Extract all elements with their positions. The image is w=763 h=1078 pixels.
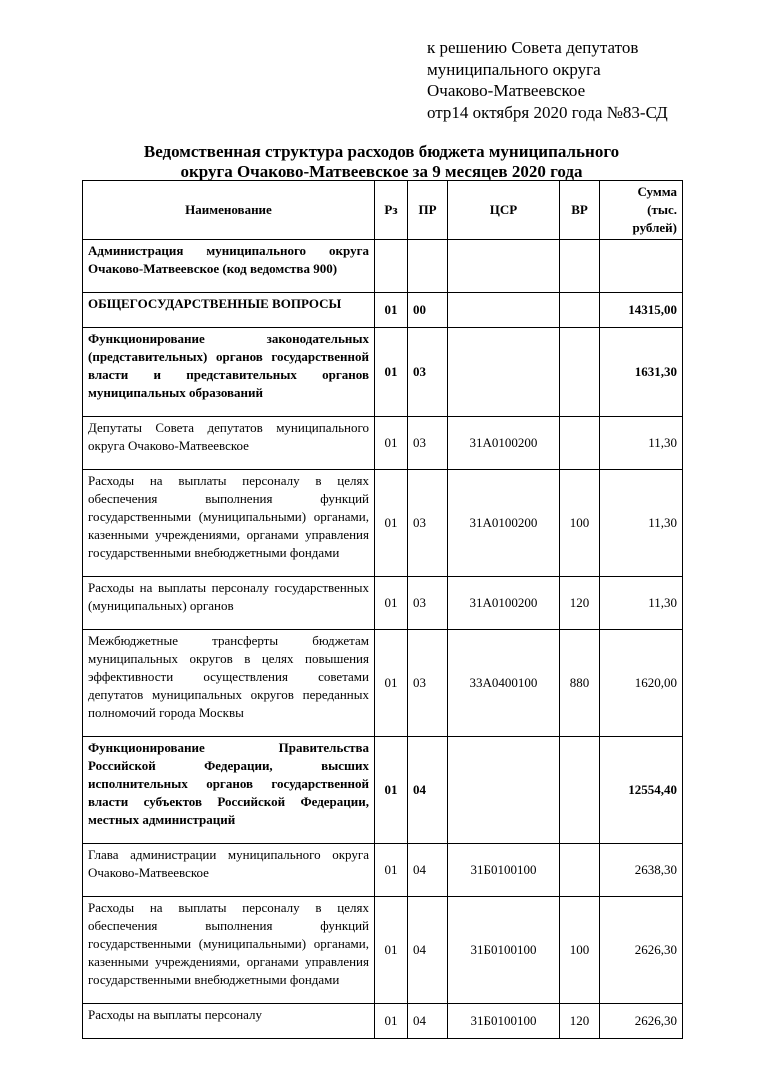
title-line-1: Ведомственная структура расходов бюджета муниципального [143, 142, 620, 161]
cell-vr [560, 328, 600, 417]
title-line-2: округа Очаково-Матвеевское за 9 месяцев 2020 года [180, 162, 583, 181]
table-row [83, 240, 683, 293]
table-row [83, 630, 683, 737]
cell-csr [448, 737, 560, 844]
cell-vr [560, 417, 600, 470]
cell-csr: 31Б0100100 [448, 1004, 560, 1039]
cell-sum [600, 240, 683, 293]
cell-rz: 01 [375, 737, 408, 844]
cell-pr: 03 [408, 577, 448, 630]
cell-name: ОБЩЕГОСУДАРСТВЕННЫЕ ВОПРОСЫ [83, 293, 375, 328]
column-header-csr: ЦСР [448, 181, 560, 240]
table-row [83, 1004, 683, 1039]
table-row [83, 293, 683, 328]
cell-vr [560, 293, 600, 328]
cell-sum: 2638,30 [600, 844, 683, 897]
cell-vr [560, 240, 600, 293]
cell-csr: 31А0100200 [448, 417, 560, 470]
decision-line-1: к решению Совета депутатов [427, 38, 639, 57]
cell-rz: 01 [375, 417, 408, 470]
cell-sum: 11,30 [600, 577, 683, 630]
cell-sum: 11,30 [600, 470, 683, 577]
cell-csr: 31А0100200 [448, 577, 560, 630]
cell-name: Расходы на выплаты персоналу в целях обеспечения выполнения функций государственными (муниципальными) органами, казенными учреждениями, органами управления государственными внебюджетными фондами [83, 897, 375, 1004]
cell-vr: 120 [560, 1004, 600, 1039]
budget-table [82, 180, 683, 1039]
cell-sum: 14315,00 [600, 293, 683, 328]
cell-name: Депутаты Совета депутатов муниципального округа Очаково-Матвеевское [83, 417, 375, 470]
cell-csr: 33А0400100 [448, 630, 560, 737]
cell-vr: 100 [560, 897, 600, 1004]
cell-sum: 11,30 [600, 417, 683, 470]
decision-line-4: отр14 октября 2020 года №83-СД [427, 102, 668, 122]
decision-reference [427, 37, 668, 123]
cell-rz: 01 [375, 844, 408, 897]
cell-name: Функционирование Правительства Российской Федерации, высших исполнительных органов государственной власти субъектов Российской Федерации, местных администраций [83, 737, 375, 844]
decision-line-2: муниципального округа [427, 59, 601, 79]
column-header-pr: ПР [408, 181, 448, 240]
table-row [83, 470, 683, 577]
cell-csr [448, 240, 560, 293]
cell-pr: 04 [408, 1004, 448, 1039]
cell-pr: 00 [408, 293, 448, 328]
cell-sum: 2626,30 [600, 1004, 683, 1039]
cell-csr [448, 293, 560, 328]
document-title [0, 142, 763, 182]
column-header-sum: Сумма (тыс. рублей) [600, 181, 683, 240]
cell-rz: 01 [375, 1004, 408, 1039]
cell-rz: 01 [375, 293, 408, 328]
cell-name: Глава администрации муниципального округа Очаково-Матвеевское [83, 844, 375, 897]
cell-vr: 120 [560, 577, 600, 630]
cell-sum: 1620,00 [600, 630, 683, 737]
column-header-rz: Рз [375, 181, 408, 240]
column-header-name: Наименование [83, 181, 375, 240]
cell-pr: 03 [408, 630, 448, 737]
cell-rz: 01 [375, 897, 408, 1004]
decision-line-3: Очаково-Матвеевское [427, 81, 586, 100]
table-row [83, 737, 683, 844]
cell-sum: 1631,30 [600, 328, 683, 417]
cell-sum: 12554,40 [600, 737, 683, 844]
cell-vr [560, 844, 600, 897]
cell-rz [375, 240, 408, 293]
cell-csr: 31Б0100100 [448, 844, 560, 897]
table-row [83, 844, 683, 897]
cell-rz: 01 [375, 328, 408, 417]
cell-pr [408, 240, 448, 293]
cell-rz: 01 [375, 577, 408, 630]
cell-name: Администрация муниципального округа Очаково-Матвеевское (код ведомства 900) [83, 240, 375, 293]
cell-pr: 04 [408, 897, 448, 1004]
cell-name: Расходы на выплаты персоналу в целях обеспечения выполнения функций государственными (муниципальными) органами, казенными учреждениями, органами управления государственными внебюджетными фондами [83, 470, 375, 577]
table-row [83, 897, 683, 1004]
cell-pr: 03 [408, 417, 448, 470]
column-header-vr: ВР [560, 181, 600, 240]
cell-pr: 04 [408, 737, 448, 844]
cell-rz: 01 [375, 630, 408, 737]
table-row [83, 417, 683, 470]
cell-name: Функционирование законодательных (представительных) органов государственной власти и представительных органов муниципальных образований [83, 328, 375, 417]
table-row [83, 328, 683, 417]
cell-pr: 03 [408, 470, 448, 577]
cell-csr: 31А0100200 [448, 470, 560, 577]
cell-pr: 04 [408, 844, 448, 897]
table-body [83, 240, 683, 1039]
cell-sum: 2626,30 [600, 897, 683, 1004]
cell-rz: 01 [375, 470, 408, 577]
cell-name: Расходы на выплаты персоналу государственных (муниципальных) органов [83, 577, 375, 630]
cell-csr: 31Б0100100 [448, 897, 560, 1004]
cell-csr [448, 328, 560, 417]
table-header-row [83, 181, 683, 240]
cell-vr: 880 [560, 630, 600, 737]
cell-vr [560, 737, 600, 844]
cell-vr: 100 [560, 470, 600, 577]
cell-pr: 03 [408, 328, 448, 417]
cell-name: Расходы на выплаты персоналу [83, 1004, 375, 1039]
table-row [83, 577, 683, 630]
cell-name: Межбюджетные трансферты бюджетам муниципальных округов в целях повышения эффективности осуществления советами депутатов муниципальных округов переданных полномочий города Москвы [83, 630, 375, 737]
